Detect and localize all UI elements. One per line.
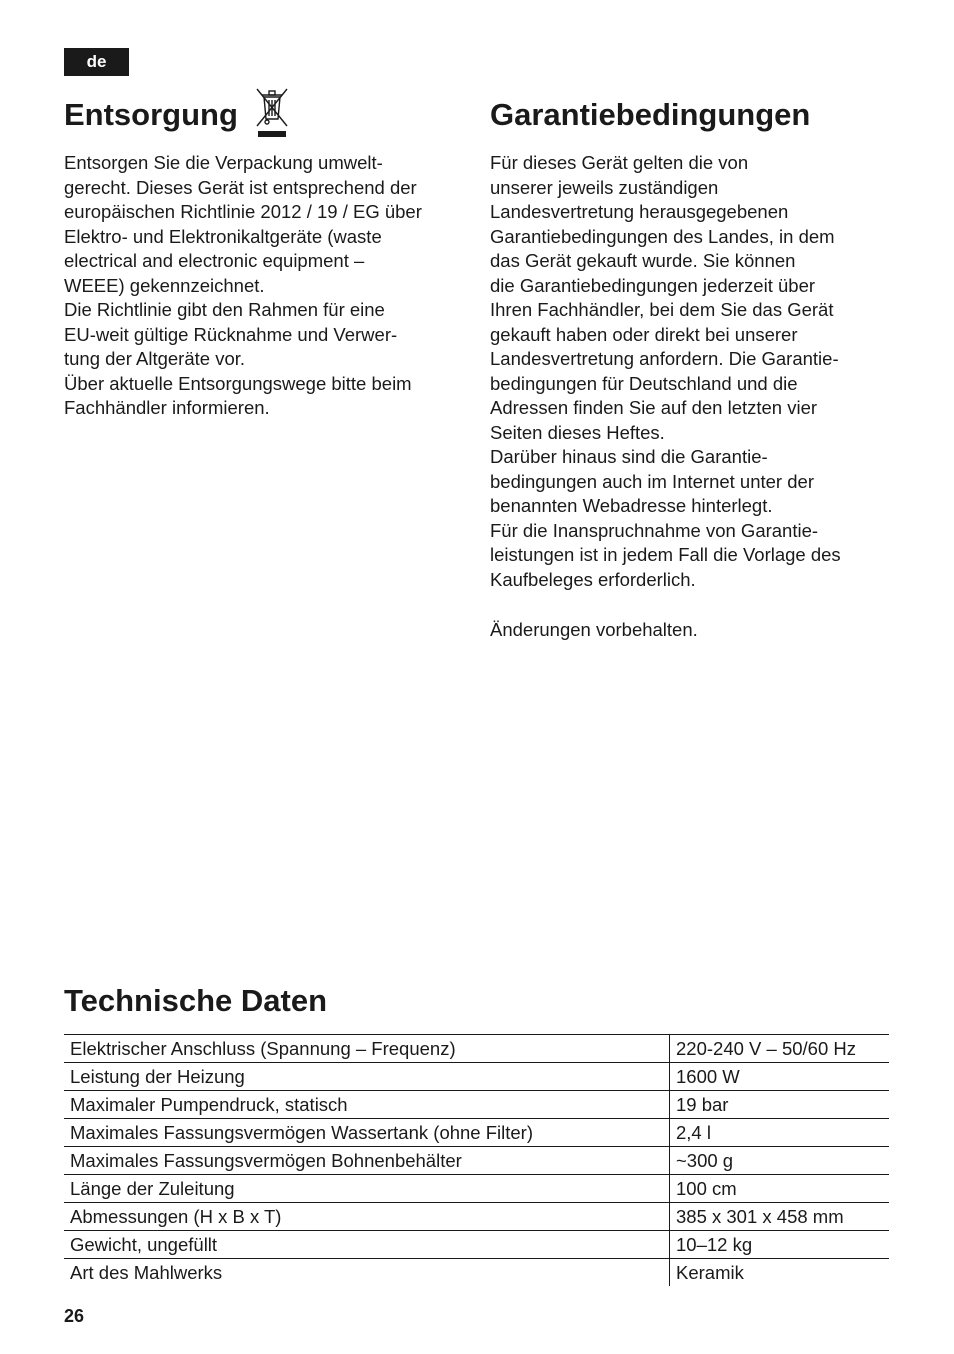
spec-value: 385 x 301 x 458 mm xyxy=(670,1203,890,1231)
spec-label: Leistung der Heizung xyxy=(64,1063,670,1091)
spec-label: Länge der Zuleitung xyxy=(64,1175,670,1203)
spec-value: 10–12 kg xyxy=(670,1231,890,1259)
spec-label: Gewicht, ungefüllt xyxy=(64,1231,670,1259)
tech-data-table xyxy=(64,1034,889,1286)
table-row xyxy=(64,1259,889,1287)
spec-label: Art des Mahlwerks xyxy=(70,1261,223,1283)
warranty-text: Für dieses Gerät gelten die von unserer jeweils zuständigen Landesvertretung herausgegebenen Garantiebedingungen des Landes, in dem das Gerät gekauft wurde. Sie können die Garantiebedingungen jederzeit über Ihren Fachhändler, bei dem Sie das Gerät gekauft haben oder direkt bei unserer Landesvertretung anfordern. Die Garantie- bedingungen für Deutschland und die Adressen finden Sie auf den letzten vier Seiten dieses Heftes. Darüber hinaus sind die Garantie- bedingungen auch im Internet unter der benannten Webadresse hinterlegt. Für die Inanspruchnahme von Garantie- leistungen ist in jedem Fall die Vorlage des Kaufbeleges erforderlich. xyxy=(490,152,841,590)
spec-label: Maximales Fassungsvermögen Wassertank (ohne Filter) xyxy=(64,1119,670,1147)
spec-label: Maximaler Pumpendruck, statisch xyxy=(64,1091,670,1119)
table-row xyxy=(64,1035,889,1063)
spec-value: Keramik xyxy=(670,1259,890,1287)
table-row xyxy=(64,1091,889,1119)
spec-label: Elektrischer Anschluss (Spannung – Frequenz) xyxy=(64,1035,670,1063)
spec-value: ~300 g xyxy=(670,1147,890,1175)
table-row xyxy=(64,1147,889,1175)
table-row xyxy=(64,1175,889,1203)
spec-value: 220-240 V – 50/60 Hz xyxy=(670,1035,890,1063)
table-row xyxy=(64,1063,889,1091)
warranty-title: Garantiebedingungen xyxy=(490,97,811,132)
table-row xyxy=(64,1203,889,1231)
table-row xyxy=(64,1231,889,1259)
disposal-text: Entsorgen Sie die Verpackung umwelt- gerecht. Dieses Gerät ist entsprechend der europäischen Richtlinie 2012 / 19 / EG über Elektro- und Elektronikaltgeräte (waste electrical and electronic equipment – WEEE) gekennzeichnet. Die Richtlinie gibt den Rahmen für eine EU-weit gültige Rücknahme und Verwer- tung der Altgeräte vor. Über aktuelle Entsorgungswege bitte beim Fachhändler informieren. xyxy=(64,152,422,418)
table-row xyxy=(64,1119,889,1147)
spec-label: Abmessungen (H x B x T) xyxy=(64,1203,670,1231)
page-number: 26 xyxy=(64,1306,85,1326)
spec-value: 1600 W xyxy=(670,1063,890,1091)
disposal-title: Entsorgung xyxy=(64,97,238,132)
tech-data-title: Technische Daten xyxy=(64,983,328,1018)
language-tag: de xyxy=(64,48,129,76)
warranty-note: Änderungen vorbehalten. xyxy=(490,619,698,640)
spec-value: 2,4 l xyxy=(670,1119,890,1147)
crossed-out-wheelie-bin-icon xyxy=(254,86,290,138)
spec-value: 19 bar xyxy=(670,1091,890,1119)
spec-value: 100 cm xyxy=(670,1175,890,1203)
spec-label: Maximales Fassungsvermögen Bohnenbehälter xyxy=(64,1147,670,1175)
